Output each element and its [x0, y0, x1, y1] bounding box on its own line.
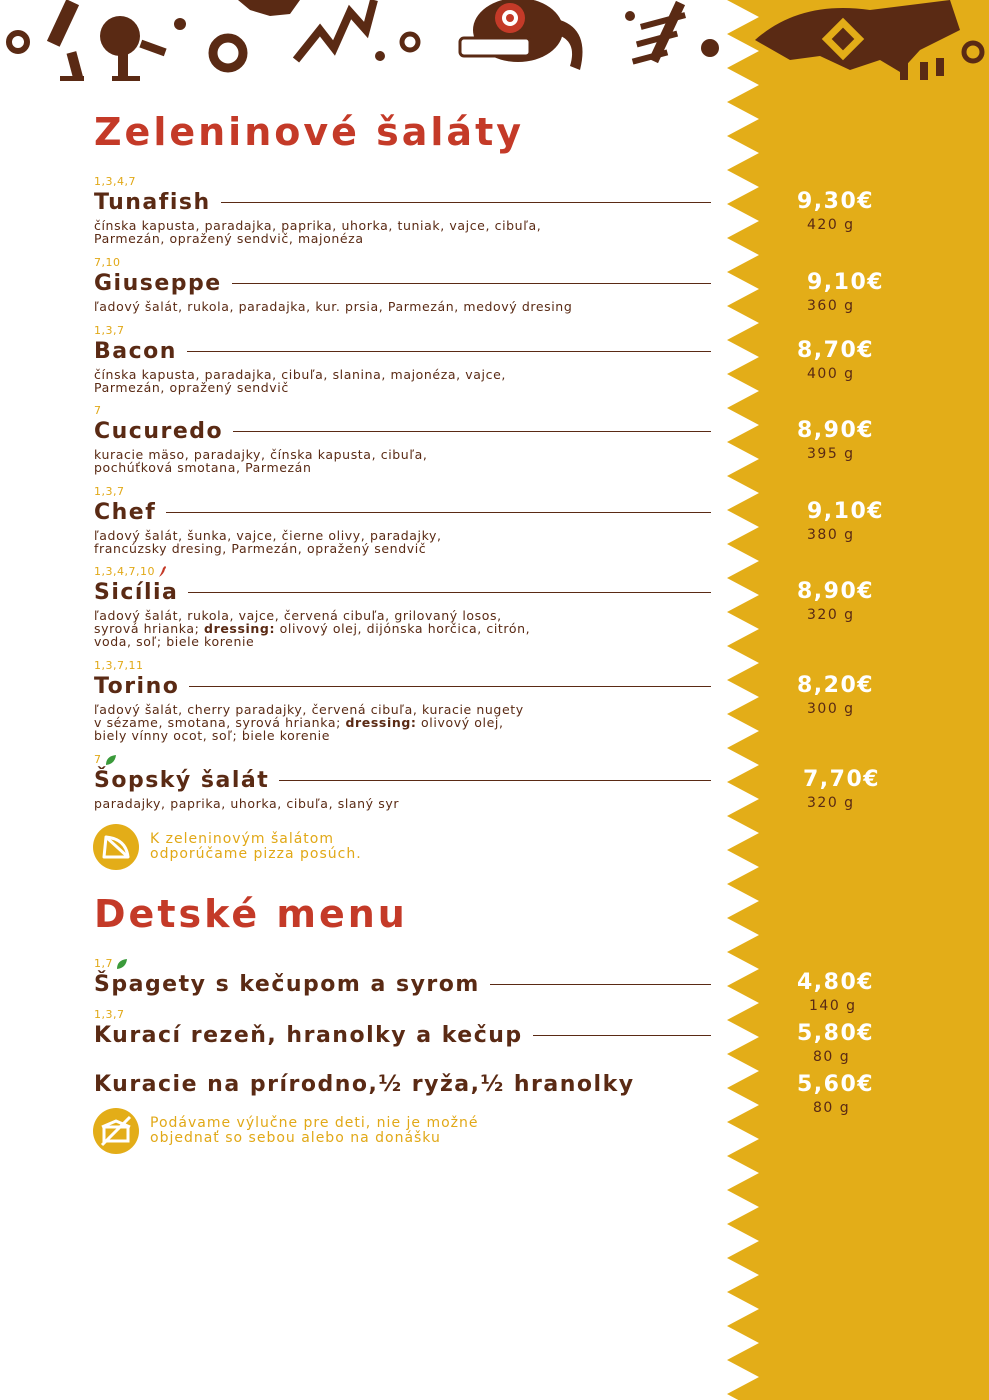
dot-icon	[701, 39, 719, 57]
item-name: Cucuredo	[94, 418, 224, 444]
allergen-codes-text: 1,7	[94, 957, 113, 970]
dotted-leader-line	[279, 780, 711, 781]
allergen-codes: 7	[94, 404, 102, 417]
vegetarian-leaf-icon	[105, 754, 117, 766]
item-weight: 400 g	[807, 366, 855, 382]
item-price: 8,70€	[797, 338, 875, 363]
zigzag-glyph-icon	[296, 0, 374, 60]
dotted-leader-line	[189, 686, 711, 687]
chili-pepper-icon	[158, 565, 167, 578]
allergen-codes: 1,3,7	[94, 1008, 125, 1021]
item-name: Tunafish	[94, 189, 211, 215]
item-name: Kurací rezeň, hranolky a kečup	[94, 1022, 523, 1048]
dot-icon	[174, 18, 186, 30]
pizza-slice-icon	[92, 823, 140, 871]
salad-recommendation-note	[92, 823, 362, 871]
desc-part: ľadový šalát, rukola, vajce, červená cibuľa, grilovaný losos, syrová hrianka;	[94, 608, 502, 636]
price-block-bacon	[797, 338, 937, 382]
item-description: ľadový šalát, rukola, paradajka, kur. prsia, Parmezán, medový dresing	[94, 299, 573, 314]
item-weight: 140 g	[809, 998, 857, 1014]
item-description: čínska kapusta, paradajka, cibuľa, slanina, majonéza, vajce, Parmezán, opražený sendvič	[94, 367, 506, 395]
lizard-glyph-icon	[47, 0, 167, 81]
menu-item-tunafish	[94, 174, 711, 245]
menu-item-bacon	[94, 323, 711, 394]
item-weight: 300 g	[807, 701, 855, 717]
price-block-sopsky	[803, 767, 943, 811]
salads-section-title: Zeleninové šaláty	[94, 110, 524, 154]
dressing-label: dressing:	[204, 621, 276, 636]
desc-part: olivový olej, biely vínny ocot, soľ; biele korenie	[94, 715, 504, 743]
item-name: Giuseppe	[94, 270, 222, 296]
dot-icon	[625, 11, 635, 21]
allergen-codes	[94, 956, 711, 971]
allergen-codes	[94, 564, 711, 579]
price-block-spagety	[797, 970, 937, 1014]
dotted-leader-line	[187, 351, 711, 352]
allergen-codes: 1,3,7,11	[94, 659, 144, 672]
item-description: kuracie mäso, paradajky, čínska kapusta, cibuľa, pochúťková smotana, Parmezán	[94, 447, 428, 475]
price-block-giuseppe	[807, 270, 947, 314]
ornament-ring-icon	[213, 38, 243, 68]
item-name: Bacon	[94, 338, 177, 364]
mayan-bird-icon	[460, 0, 583, 70]
dot-icon	[375, 51, 385, 61]
allergen-codes-text: 7	[94, 753, 102, 766]
item-description: ľadový šalát, šunka, vajce, čierne olivy, paradajky, francúzsky dresing, Parmezán, opražený sendvič	[94, 528, 442, 556]
decorative-header-pattern	[0, 0, 989, 92]
item-price: 8,90€	[797, 418, 875, 443]
note-text: Podávame výlučne pre deti, nie je možné objednať so sebou alebo na donášku	[150, 1115, 479, 1146]
menu-item-giuseppe	[94, 255, 711, 313]
dotted-leader-line	[188, 592, 711, 593]
item-description	[94, 609, 711, 648]
item-description	[94, 703, 711, 742]
kids-section-title: Detské menu	[94, 892, 408, 936]
item-price: 8,90€	[797, 579, 875, 604]
ornament-ring-icon	[402, 34, 418, 50]
price-block-kuracie-na-prirodno	[797, 1072, 937, 1116]
menu-item-kuraci-rezen	[94, 1007, 711, 1048]
item-price: 9,30€	[797, 189, 875, 214]
allergen-codes: 1,3,4,7	[94, 175, 136, 188]
allergen-codes: 7,10	[94, 256, 121, 269]
price-block-sicilia	[797, 579, 937, 623]
item-price: 9,10€	[807, 270, 885, 295]
no-takeaway-box-icon	[92, 1107, 140, 1155]
item-weight: 420 g	[807, 217, 855, 233]
item-price: 9,10€	[807, 499, 885, 524]
item-price: 8,20€	[797, 673, 875, 698]
item-price: 5,60€	[797, 1072, 875, 1097]
item-name: Špagety s kečupom a syrom	[94, 971, 480, 997]
price-block-kuraci-rezen	[797, 1021, 937, 1065]
item-weight: 80 g	[813, 1049, 851, 1065]
price-block-chef	[807, 499, 947, 543]
note-text: K zeleninovým šalátom odporúčame pizza posúch.	[150, 831, 362, 862]
item-name: Kuracie na prírodno,½ ryža,½ hranolky	[94, 1071, 635, 1097]
menu-item-chef	[94, 484, 711, 555]
dressing-label: dressing:	[345, 715, 417, 730]
desc-part: ľadový šalát, cherry paradajky, červená cibuľa, kuracie nugety v sézame, smotana, syrová hrianka;	[94, 702, 524, 730]
item-description: paradajky, paprika, uhorka, cibuľa, slaný syr	[94, 796, 400, 811]
allergen-codes	[94, 752, 711, 767]
item-name: Torino	[94, 673, 180, 699]
dotted-leader-line	[233, 431, 711, 432]
desc-part: olivový olej, dijónska horčica, citrón, voda, soľ; biele korenie	[94, 621, 531, 649]
fishbone-glyph-icon	[632, 1, 686, 65]
price-block-torino	[797, 673, 937, 717]
menu-item-cucuredo	[94, 403, 711, 474]
ornament-ring-icon	[964, 43, 982, 61]
item-weight: 380 g	[807, 527, 855, 543]
menu-item-torino	[94, 658, 711, 742]
item-description: čínska kapusta, paradajka, paprika, uhorka, tuniak, vajce, cibuľa, Parmezán, opražený sendvič, majonéza	[94, 218, 542, 246]
menu-item-sopsky-salat	[94, 752, 711, 810]
item-price: 7,70€	[803, 767, 881, 792]
kids-menu-note	[92, 1107, 479, 1155]
menu-item-kuracie-na-prirodno	[94, 1071, 734, 1097]
bird-glyph-icon	[238, 0, 300, 16]
dotted-leader-line	[221, 202, 711, 203]
item-price: 4,80€	[797, 970, 875, 995]
menu-item-spagety	[94, 956, 711, 997]
menu-item-sicilia	[94, 564, 711, 648]
item-price: 5,80€	[797, 1021, 875, 1046]
allergen-codes: 1,3,7	[94, 485, 125, 498]
dotted-leader-line	[166, 512, 711, 513]
dotted-leader-line	[533, 1035, 711, 1036]
price-block-tunafish	[797, 189, 937, 233]
item-name: Sicília	[94, 579, 179, 605]
item-weight: 80 g	[813, 1100, 851, 1116]
item-weight: 320 g	[807, 795, 855, 811]
dotted-leader-line	[232, 283, 711, 284]
dotted-leader-line	[490, 984, 711, 985]
jaguar-glyph-icon	[755, 0, 960, 80]
item-weight: 320 g	[807, 607, 855, 623]
allergen-codes: 1,3,7	[94, 324, 125, 337]
price-block-cucuredo	[797, 418, 937, 462]
item-name: Chef	[94, 499, 157, 525]
item-weight: 395 g	[807, 446, 855, 462]
ornament-ring-icon	[9, 33, 27, 51]
item-name: Šopský šalát	[94, 767, 270, 793]
item-weight: 360 g	[807, 298, 855, 314]
vegetarian-leaf-icon	[116, 958, 128, 970]
allergen-codes-text: 1,3,4,7,10	[94, 565, 155, 578]
